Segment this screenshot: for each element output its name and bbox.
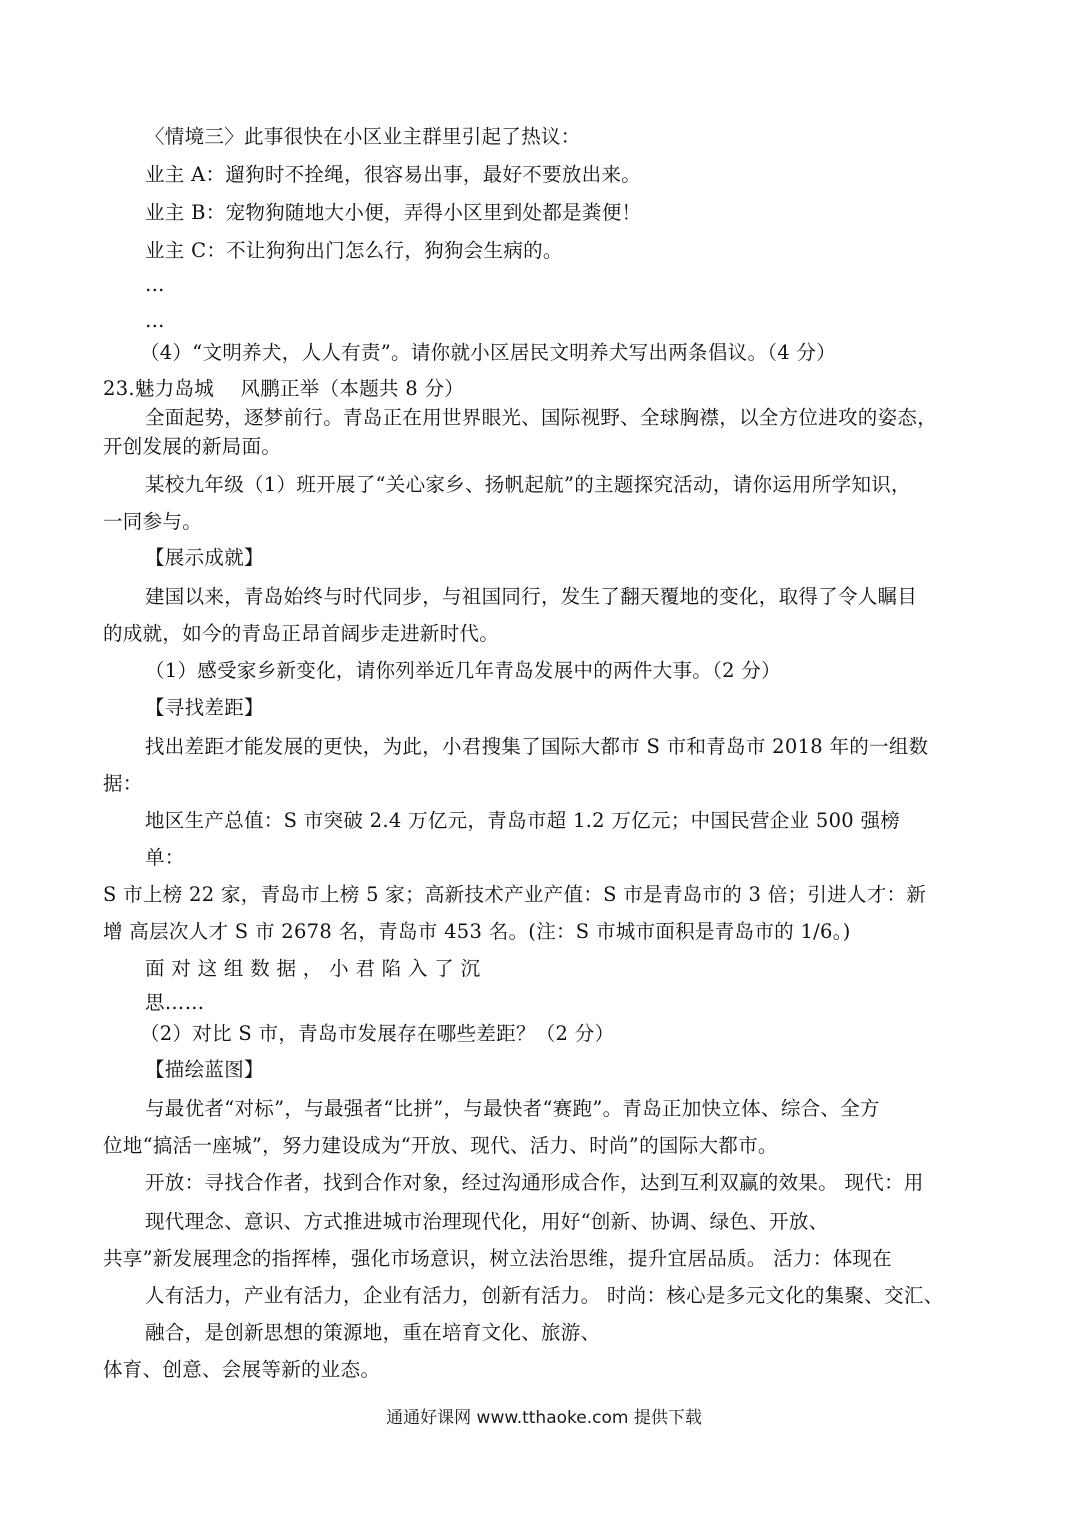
- question-4: （4）“文明养犬，人人有责”。请你就小区居民文明养犬写出两条倡议。（4 分）: [140, 341, 837, 364]
- scenario3-heading: 〈情境三〉此事很快在小区业主群里引起了热议：: [145, 125, 581, 148]
- footer-download-note: 通通好课网 www.tthaoke.com 提供下载: [386, 1408, 702, 1428]
- question-23-title: 23.魅力岛城 风鹏正举（本题共 8 分）: [103, 377, 465, 400]
- ellipsis-line: …: [145, 309, 165, 332]
- gap-line-5: S 市上榜 22 家，青岛市上榜 5 家；高新技术产业产值：S 市是青岛市的 3 倍；引进人才：新: [103, 883, 927, 906]
- gap-line-4: 单：: [145, 846, 185, 869]
- blueprint-line-1: 与最优者“对标”，与最强者“比拼”，与最快者“赛跑”。青岛正加快立体、综合、全方: [145, 1097, 880, 1120]
- blueprint-line-8: 体育、创意、会展等新的业态。: [103, 1358, 381, 1381]
- owner-c-comment: 业主 C：不让狗狗出门怎么行，狗狗会生病的。: [145, 239, 563, 262]
- blueprint-line-6: 人有活力，产业有活力，企业有活力，创新有活力。 时尚：核心是多元文化的集聚、交汇、: [145, 1284, 944, 1307]
- gap-line-2: 据：: [103, 772, 143, 795]
- section-title-achievements: 【展示成就】: [145, 546, 264, 569]
- blueprint-line-7: 融合，是创新思想的策源地，重在培育文化、旅游、: [145, 1321, 601, 1344]
- gap-line-7: 面 对 这 组 数 据 ， 小 君 陷 入 了 沉: [145, 957, 481, 980]
- blueprint-line-2: 位地“搞活一座城”，努力建设成为“开放、现代、活力、时尚”的国际大都市。: [103, 1134, 778, 1157]
- owner-a-comment: 业主 A：遛狗时不拴绳，很容易出事，最好不要放出来。: [145, 163, 642, 186]
- gap-line-3: 地区生产总值：S 市突破 2.4 万亿元，青岛市超 1.2 万亿元；中国民营企业 500 强榜: [145, 809, 901, 832]
- activity-line-1: 某校九年级（1）班开展了“关心家乡、扬帆起航”的主题探究活动，请你运用所学知识，: [145, 473, 911, 496]
- achievements-line-1: 建国以来，青岛始终与时代同步，与祖国同行，发生了翻天覆地的变化，取得了令人瞩目: [145, 585, 918, 608]
- ellipsis-line: …: [145, 273, 165, 296]
- question-2: （2）对比 S 市，青岛市发展存在哪些差距？（2 分）: [140, 1022, 615, 1045]
- owner-b-comment: 业主 B：宠物狗随地大小便，弄得小区里到处都是粪便！: [145, 201, 642, 224]
- intro-line-1: 全面起势，逐梦前行。青岛正在用世界眼光、国际视野、全球胸襟，以全方位进攻的姿态，: [145, 406, 938, 429]
- blueprint-line-3: 开放：寻找合作者，找到合作对象，经过沟通形成合作，达到互利双赢的效果。 现代：用: [145, 1171, 924, 1194]
- gap-line-1: 找出差距才能发展的更快，为此，小君搜集了国际大都市 S 市和青岛市 2018 年的一组数: [145, 735, 929, 758]
- gap-line-8: 思……: [145, 991, 205, 1014]
- blueprint-line-4: 现代理念、意识、方式推进城市治理现代化，用好“创新、协调、绿色、开放、: [145, 1210, 829, 1233]
- intro-line-2: 开创发展的新局面。: [103, 435, 282, 458]
- activity-line-2: 一同参与。: [103, 510, 203, 533]
- blueprint-line-5: 共享”新发展理念的指挥棒，强化市场意识，树立法治思维，提升宜居品质。 活力：体现在: [103, 1247, 892, 1270]
- achievements-line-2: 的成就，如今的青岛正昂首阔步走进新时代。: [103, 622, 500, 645]
- question-1: （1）感受家乡新变化，请你列举近几年青岛发展中的两件大事。（2 分）: [145, 659, 781, 682]
- gap-line-6: 增 高层次人才 S 市 2678 名，青岛市 453 名。(注：S 市城市面积是青岛市的 1/6。): [103, 920, 851, 943]
- section-title-blueprint: 【描绘蓝图】: [145, 1058, 264, 1081]
- section-title-gap: 【寻找差距】: [145, 696, 264, 719]
